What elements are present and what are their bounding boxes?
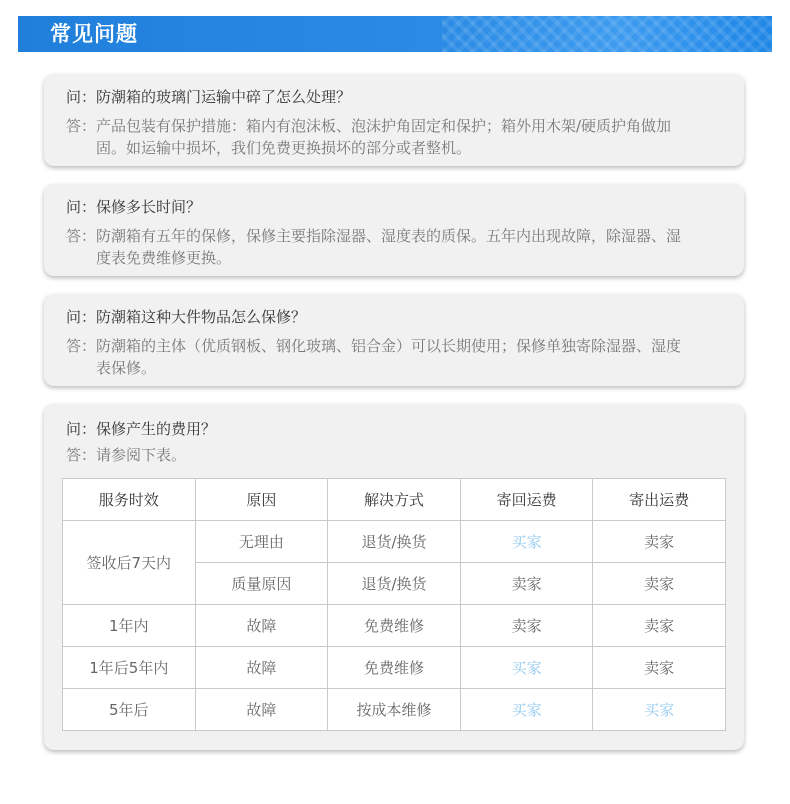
faq-question: 问：保修产生的费用？ <box>66 420 217 438</box>
faq-answer-continued: 固。如运输中损坏，我们免费更换损坏的部分或者整机。 <box>96 139 472 157</box>
cell-reason: 质量原因 <box>195 563 328 605</box>
cell-return-fee: 买家 <box>460 647 593 689</box>
section-title: 常见问题 <box>50 22 138 46</box>
cell-period: 1年后5年内 <box>63 647 196 689</box>
warranty-fee-table <box>62 478 726 731</box>
column-header-solution: 解决方式 <box>328 479 461 521</box>
cell-send-fee: 买家 <box>593 689 726 731</box>
faq-answer: 答：产品包装有保护措施：箱内有泡沫板、泡沫护角固定和保护；箱外用木架/硬质护角做加 <box>66 117 672 135</box>
cell-period: 5年后 <box>63 689 196 731</box>
cell-send-fee: 卖家 <box>593 647 726 689</box>
banner-pattern <box>442 16 772 52</box>
cell-return-fee: 买家 <box>460 521 593 563</box>
cell-send-fee: 卖家 <box>593 563 726 605</box>
cell-period: 签收后7天内 <box>63 521 196 605</box>
faq-card <box>44 294 744 386</box>
cell-send-fee: 卖家 <box>593 521 726 563</box>
cell-reason: 故障 <box>195 605 328 647</box>
cell-send-fee: 卖家 <box>593 605 726 647</box>
faq-question: 问：防潮箱的玻璃门运输中碎了怎么处理？ <box>66 88 352 106</box>
faq-answer: 答：防潮箱的主体（优质钢板、钢化玻璃、铝合金）可以长期使用；保修单独寄除湿器、湿度 <box>66 337 682 355</box>
table-row <box>63 605 726 647</box>
table-row <box>63 689 726 731</box>
cell-solution: 退货/换货 <box>328 563 461 605</box>
faq-card-with-table <box>44 404 744 750</box>
column-header-period: 服务时效 <box>63 479 196 521</box>
cell-period: 1年内 <box>63 605 196 647</box>
table-row <box>63 521 726 563</box>
faq-question: 问：防潮箱这种大件物品怎么保修？ <box>66 308 307 326</box>
faq-answer-continued: 表保修。 <box>96 359 157 377</box>
faq-answer: 答：防潮箱有五年的保修，保修主要指除湿器、湿度表的质保。五年内出现故障，除湿器、湿 <box>66 227 682 245</box>
cell-reason: 故障 <box>195 689 328 731</box>
cell-reason: 故障 <box>195 647 328 689</box>
cell-solution: 免费维修 <box>328 605 461 647</box>
cell-reason: 无理由 <box>195 521 328 563</box>
section-header-banner <box>18 16 772 52</box>
table-header-row <box>63 479 726 521</box>
column-header-return-fee: 寄回运费 <box>460 479 593 521</box>
table-row <box>63 647 726 689</box>
faq-card <box>44 184 744 276</box>
column-header-reason: 原因 <box>195 479 328 521</box>
cell-return-fee: 卖家 <box>460 563 593 605</box>
cell-solution: 退货/换货 <box>328 521 461 563</box>
faq-question: 问：保修多长时间？ <box>66 198 202 216</box>
cell-return-fee: 卖家 <box>460 605 593 647</box>
faq-answer: 答：请参阅下表。 <box>66 446 187 464</box>
cell-solution: 免费维修 <box>328 647 461 689</box>
cell-return-fee: 买家 <box>460 689 593 731</box>
cell-solution: 按成本维修 <box>328 689 461 731</box>
faq-answer-continued: 度表免费维修更换。 <box>96 249 232 267</box>
faq-card <box>44 74 744 166</box>
column-header-send-fee: 寄出运费 <box>593 479 726 521</box>
